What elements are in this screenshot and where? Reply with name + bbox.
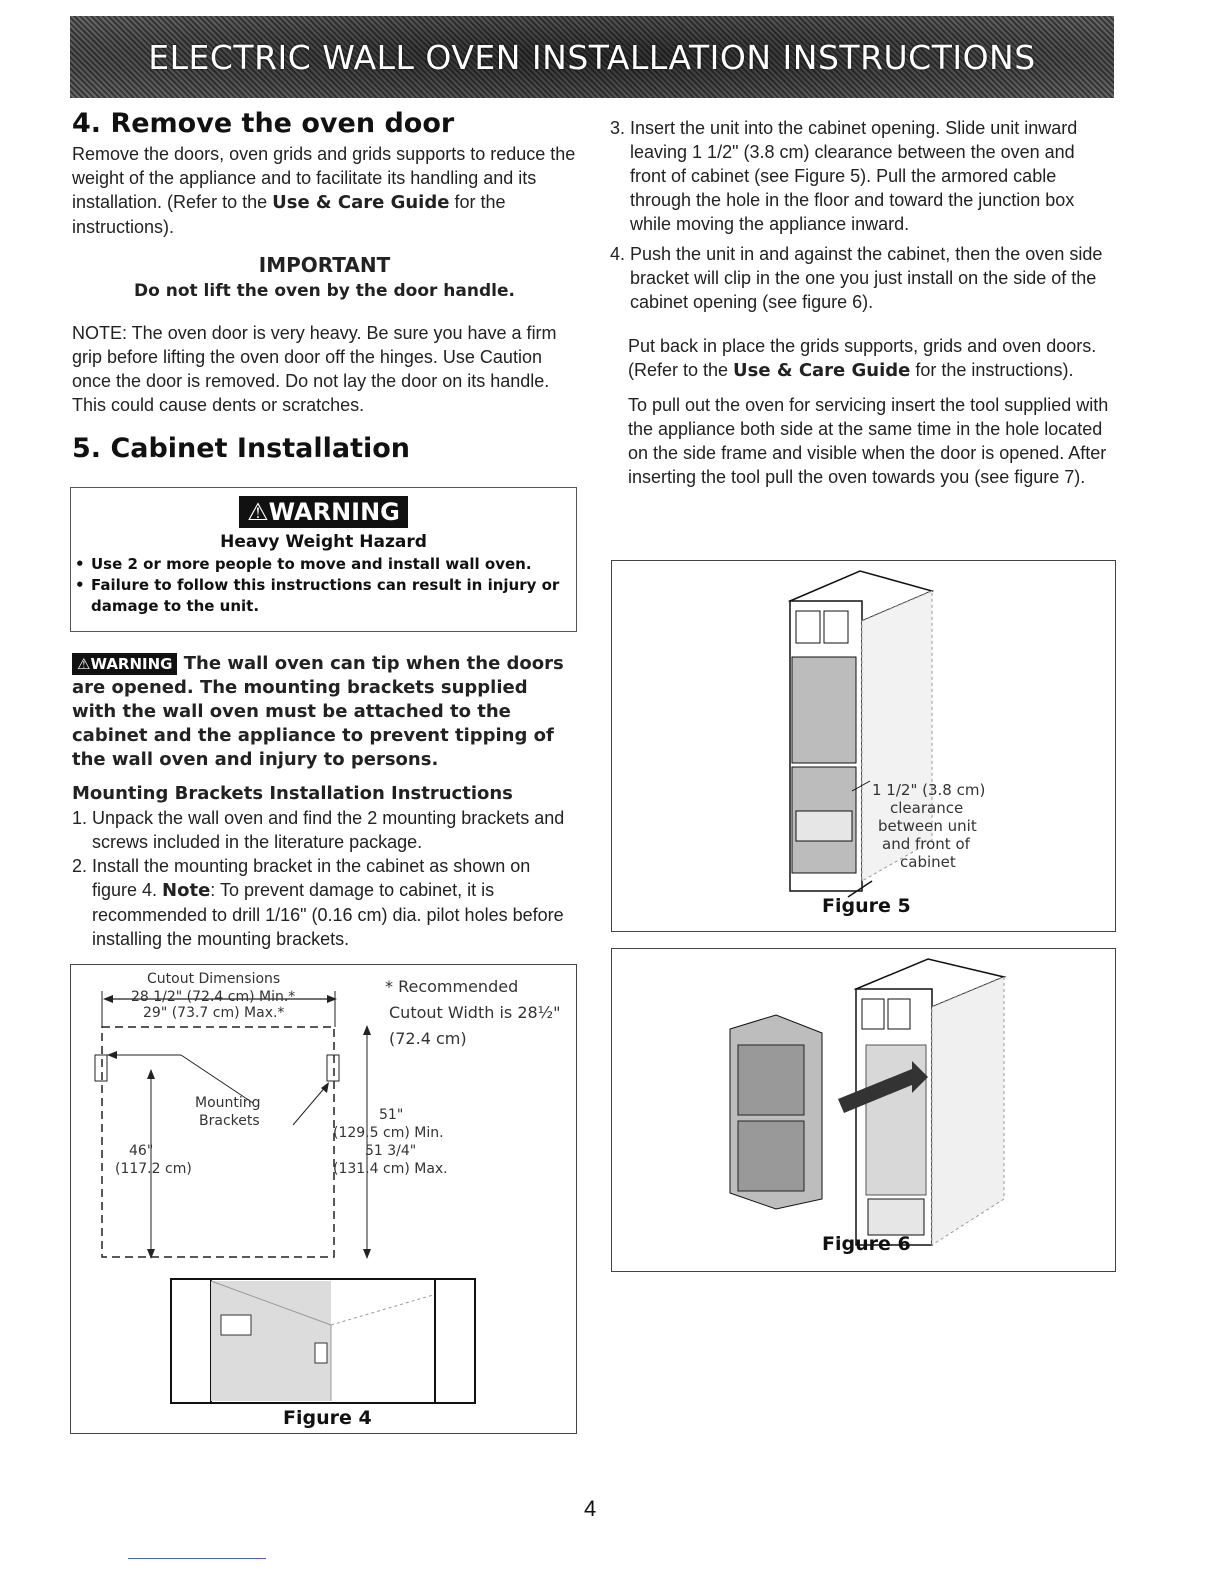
recommended-cm: (72.4 cm) bbox=[389, 1029, 467, 1048]
step-4: 4. Push the unit in and against the cabinet, then the oven side bracket will clip in the one you just install on the side of the cabinet opening (see figure 6). bbox=[610, 244, 1103, 312]
figure-5-caption: Figure 5 bbox=[822, 895, 911, 917]
cutout-label: Cutout Dimensions bbox=[147, 971, 281, 987]
figure-6-drawing bbox=[612, 949, 1115, 1271]
height-51-label: 51" bbox=[379, 1107, 404, 1123]
warning-bullet: • Failure to follow this instructions can result in injury or damage to the unit. bbox=[71, 575, 576, 617]
important-heading: IMPORTANT bbox=[258, 253, 391, 277]
height-46-cm-label: (117.2 cm) bbox=[115, 1161, 192, 1177]
height-51-3-4-label: 51 3/4" bbox=[365, 1143, 417, 1159]
figure-4-caption: Figure 4 bbox=[283, 1407, 372, 1429]
page-title: ELECTRIC WALL OVEN INSTALLATION INSTRUCTIONS bbox=[148, 37, 1036, 77]
warning-box bbox=[70, 487, 577, 632]
brackets-label: Brackets bbox=[199, 1113, 260, 1129]
warning-badge: ⚠WARNING bbox=[239, 496, 408, 528]
figure-5 bbox=[611, 560, 1116, 932]
min-width-label: 28 1/2" (72.4 cm) Min.* bbox=[131, 989, 296, 1005]
left-column-lower bbox=[72, 652, 577, 951]
clearance-line-2: clearance bbox=[890, 799, 964, 817]
note-paragraph: NOTE: The oven door is very heavy. Be sure you have a firm grip before lifting the oven door off the hinges. Use Caution once the door is removed. Do not lay the door on its handle. This could cause dents or scratches. bbox=[72, 323, 557, 415]
clearance-line-3: between unit bbox=[878, 817, 977, 835]
section-4-paragraph: Remove the doors, oven grids and grids supports to reduce the weight of the appliance and to facilitate its handling and its installation. (Refer to the Use & Care Guide for the instructions). bbox=[72, 144, 576, 237]
max-width-label: 29" (73.7 cm) Max.* bbox=[143, 1005, 285, 1021]
figure-4 bbox=[70, 964, 577, 1434]
page-number: 4 bbox=[584, 1496, 597, 1521]
section-5-heading: 5. Cabinet Installation bbox=[72, 433, 411, 464]
height-51-max-label: (131.4 cm) Max. bbox=[333, 1161, 448, 1177]
figure-6-caption: Figure 6 bbox=[822, 1233, 911, 1255]
clearance-line-5: cabinet bbox=[900, 853, 956, 871]
hazard-title: Heavy Weight Hazard bbox=[220, 532, 427, 552]
step-3: 3. Insert the unit into the cabinet opening. Slide unit inward leaving 1 1/2" (3.8 cm) clearance between the oven and front of cabinet (see Figure 5). Pull the armored cable through the hole in the floor and toward the junction box while moving the appliance inward. bbox=[610, 118, 1078, 234]
footer-line bbox=[128, 1558, 266, 1559]
height-51-min-label: (129.5 cm) Min. bbox=[333, 1125, 444, 1141]
left-column bbox=[72, 108, 577, 464]
tip-warning: ⚠WARNING The wall oven can tip when the doors are opened. The mounting brackets supplied with the wall oven must be attached to the cabinet and the appliance to prevent tipping of the wall oven and injury to persons. bbox=[72, 653, 564, 770]
important-text: Do not lift the oven by the door handle. bbox=[134, 281, 515, 301]
mounting-label: Mounting bbox=[195, 1095, 261, 1111]
clearance-line-4: and front of bbox=[882, 835, 970, 853]
tip-warning-badge: ⚠WARNING bbox=[72, 653, 177, 675]
right-column bbox=[610, 116, 1115, 489]
height-46-label: 46" bbox=[129, 1143, 154, 1159]
figure-5-drawing bbox=[612, 561, 1115, 931]
section-4-heading: 4. Remove the oven door bbox=[72, 108, 455, 139]
header-banner bbox=[70, 16, 1114, 98]
step-1: 1. Unpack the wall oven and find the 2 mounting brackets and screws included in the literature package. bbox=[72, 808, 565, 852]
mounting-heading: Mounting Brackets Installation Instructions bbox=[72, 783, 513, 804]
figure-6 bbox=[611, 948, 1116, 1272]
figure-4-drawing bbox=[71, 965, 576, 1433]
putback-paragraph: Put back in place the grids supports, grids and oven doors. (Refer to the Use & Care Guide for the instructions). bbox=[628, 336, 1097, 381]
clearance-line-1: 1 1/2" (3.8 cm) bbox=[872, 781, 986, 799]
recommended-width: Cutout Width is 28½" bbox=[389, 1003, 561, 1022]
warning-bullet: • Use 2 or more people to move and install wall oven. bbox=[71, 554, 576, 575]
recommended-label: * Recommended bbox=[385, 977, 519, 996]
pullout-paragraph: To pull out the oven for servicing insert the tool supplied with the appliance both side at the same time in the hole located on the side frame and visible when the door is opened. After inserting the tool pull the oven towards you (see figure 7). bbox=[628, 395, 1109, 487]
step-2: 2. Install the mounting bracket in the cabinet as shown on figure 4. Note: To prevent damage to cabinet, it is recommended to drill 1/16" (0.16 cm) dia. pilot holes before installing the mounting brackets. bbox=[72, 856, 564, 949]
